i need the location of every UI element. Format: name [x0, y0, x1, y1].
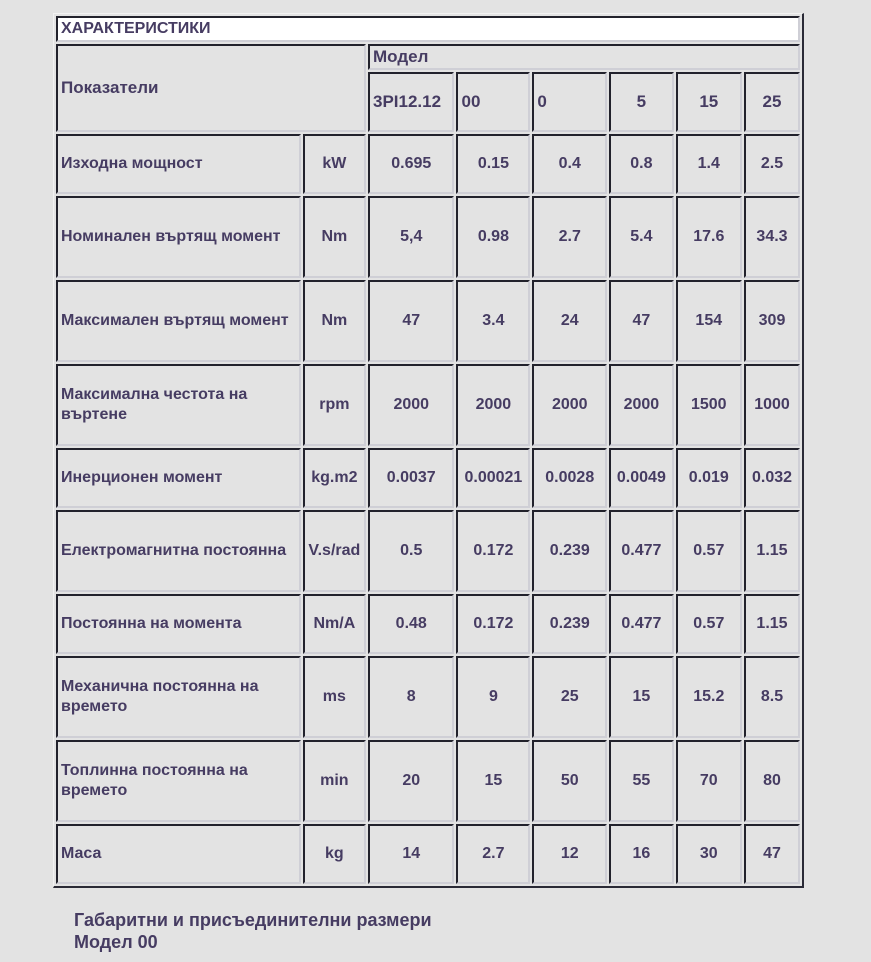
value-cell: 8 [368, 656, 454, 738]
value-cell: 2000 [532, 364, 607, 446]
table-row [56, 448, 800, 508]
value-cell: 2000 [456, 364, 530, 446]
value-cell: 0.032 [744, 448, 800, 508]
value-cell: 1500 [676, 364, 742, 446]
characteristics-table [53, 13, 804, 888]
value-cell: 0.695 [368, 134, 454, 194]
value-cell: 34.3 [744, 196, 800, 278]
table-row [56, 740, 800, 822]
header-row-1 [56, 44, 800, 70]
value-cell: 1.4 [676, 134, 742, 194]
param-unit: kg.m2 [303, 448, 366, 508]
model-col-header: 0 [532, 72, 607, 132]
value-cell: 1000 [744, 364, 800, 446]
param-name: Изходна мощност [56, 134, 301, 194]
dimensions-title: Габаритни и присъединителни размери [74, 910, 432, 930]
value-cell: 15 [456, 740, 530, 822]
value-cell: 15 [609, 656, 673, 738]
value-cell: 0.57 [676, 594, 742, 654]
value-cell: 2.5 [744, 134, 800, 194]
value-cell: 0.0049 [609, 448, 673, 508]
dimensions-model: Модел 00 [74, 932, 158, 952]
table-row [56, 364, 800, 446]
value-cell: 47 [744, 824, 800, 884]
value-cell: 0.98 [456, 196, 530, 278]
param-unit: kW [303, 134, 366, 194]
value-cell: 17.6 [676, 196, 742, 278]
value-cell: 0.019 [676, 448, 742, 508]
value-cell: 0.0028 [532, 448, 607, 508]
param-name: Максимален въртящ момент [56, 280, 301, 362]
value-cell: 14 [368, 824, 454, 884]
model-col-header: 00 [456, 72, 530, 132]
value-cell: 0.0037 [368, 448, 454, 508]
param-name: Топлинна постоянна на времето [56, 740, 301, 822]
value-cell: 309 [744, 280, 800, 362]
value-cell: 0.239 [532, 594, 607, 654]
table-title: ХАРАКТЕРИСТИКИ [56, 16, 800, 42]
value-cell: 50 [532, 740, 607, 822]
param-unit: V.s/rad [303, 510, 366, 592]
value-cell: 47 [368, 280, 454, 362]
value-cell: 47 [609, 280, 673, 362]
value-cell: 0.172 [456, 594, 530, 654]
table-row [56, 280, 800, 362]
value-cell: 24 [532, 280, 607, 362]
value-cell: 80 [744, 740, 800, 822]
value-cell: 0.5 [368, 510, 454, 592]
param-unit: Nm [303, 280, 366, 362]
table-row [56, 656, 800, 738]
value-cell: 2000 [609, 364, 673, 446]
value-cell: 16 [609, 824, 673, 884]
value-cell: 3.4 [456, 280, 530, 362]
param-unit: ms [303, 656, 366, 738]
param-header: Показатели [56, 44, 366, 132]
value-cell: 0.477 [609, 510, 673, 592]
param-unit: kg [303, 824, 366, 884]
param-name: Електромагнитна постоянна [56, 510, 301, 592]
value-cell: 9 [456, 656, 530, 738]
value-cell: 0.477 [609, 594, 673, 654]
param-unit: Nm/A [303, 594, 366, 654]
table-row [56, 510, 800, 592]
value-cell: 0.172 [456, 510, 530, 592]
value-cell: 0.57 [676, 510, 742, 592]
value-cell: 70 [676, 740, 742, 822]
model-header: Модел [368, 44, 800, 70]
value-cell: 30 [676, 824, 742, 884]
value-cell: 0.48 [368, 594, 454, 654]
value-cell: 2000 [368, 364, 454, 446]
param-name: Максимална честота на въртене [56, 364, 301, 446]
value-cell: 0.15 [456, 134, 530, 194]
value-cell: 154 [676, 280, 742, 362]
value-cell: 55 [609, 740, 673, 822]
model-col-header: 3PI12.12 [368, 72, 454, 132]
param-unit: min [303, 740, 366, 822]
value-cell: 25 [532, 656, 607, 738]
table-row [56, 134, 800, 194]
value-cell: 1.15 [744, 510, 800, 592]
param-unit: rpm [303, 364, 366, 446]
param-name: Номинален въртящ момент [56, 196, 301, 278]
value-cell: 0.8 [609, 134, 673, 194]
value-cell: 5,4 [368, 196, 454, 278]
value-cell: 5.4 [609, 196, 673, 278]
value-cell: 0.00021 [456, 448, 530, 508]
model-col-header: 15 [676, 72, 742, 132]
value-cell: 0.239 [532, 510, 607, 592]
value-cell: 15.2 [676, 656, 742, 738]
table-row [56, 594, 800, 654]
param-name: Инерционен момент [56, 448, 301, 508]
model-col-header: 25 [744, 72, 800, 132]
param-name: Постоянна на момента [56, 594, 301, 654]
model-col-header: 5 [609, 72, 673, 132]
dimensions-heading [74, 909, 432, 953]
value-cell: 2.7 [456, 824, 530, 884]
table-row [56, 196, 800, 278]
table-row [56, 824, 800, 884]
value-cell: 2.7 [532, 196, 607, 278]
param-name: Маса [56, 824, 301, 884]
characteristics-section [53, 13, 804, 888]
value-cell: 12 [532, 824, 607, 884]
param-unit: Nm [303, 196, 366, 278]
param-name: Механична постоянна на времето [56, 656, 301, 738]
table-title-row [56, 16, 800, 42]
value-cell: 1.15 [744, 594, 800, 654]
value-cell: 0.4 [532, 134, 607, 194]
value-cell: 8.5 [744, 656, 800, 738]
value-cell: 20 [368, 740, 454, 822]
